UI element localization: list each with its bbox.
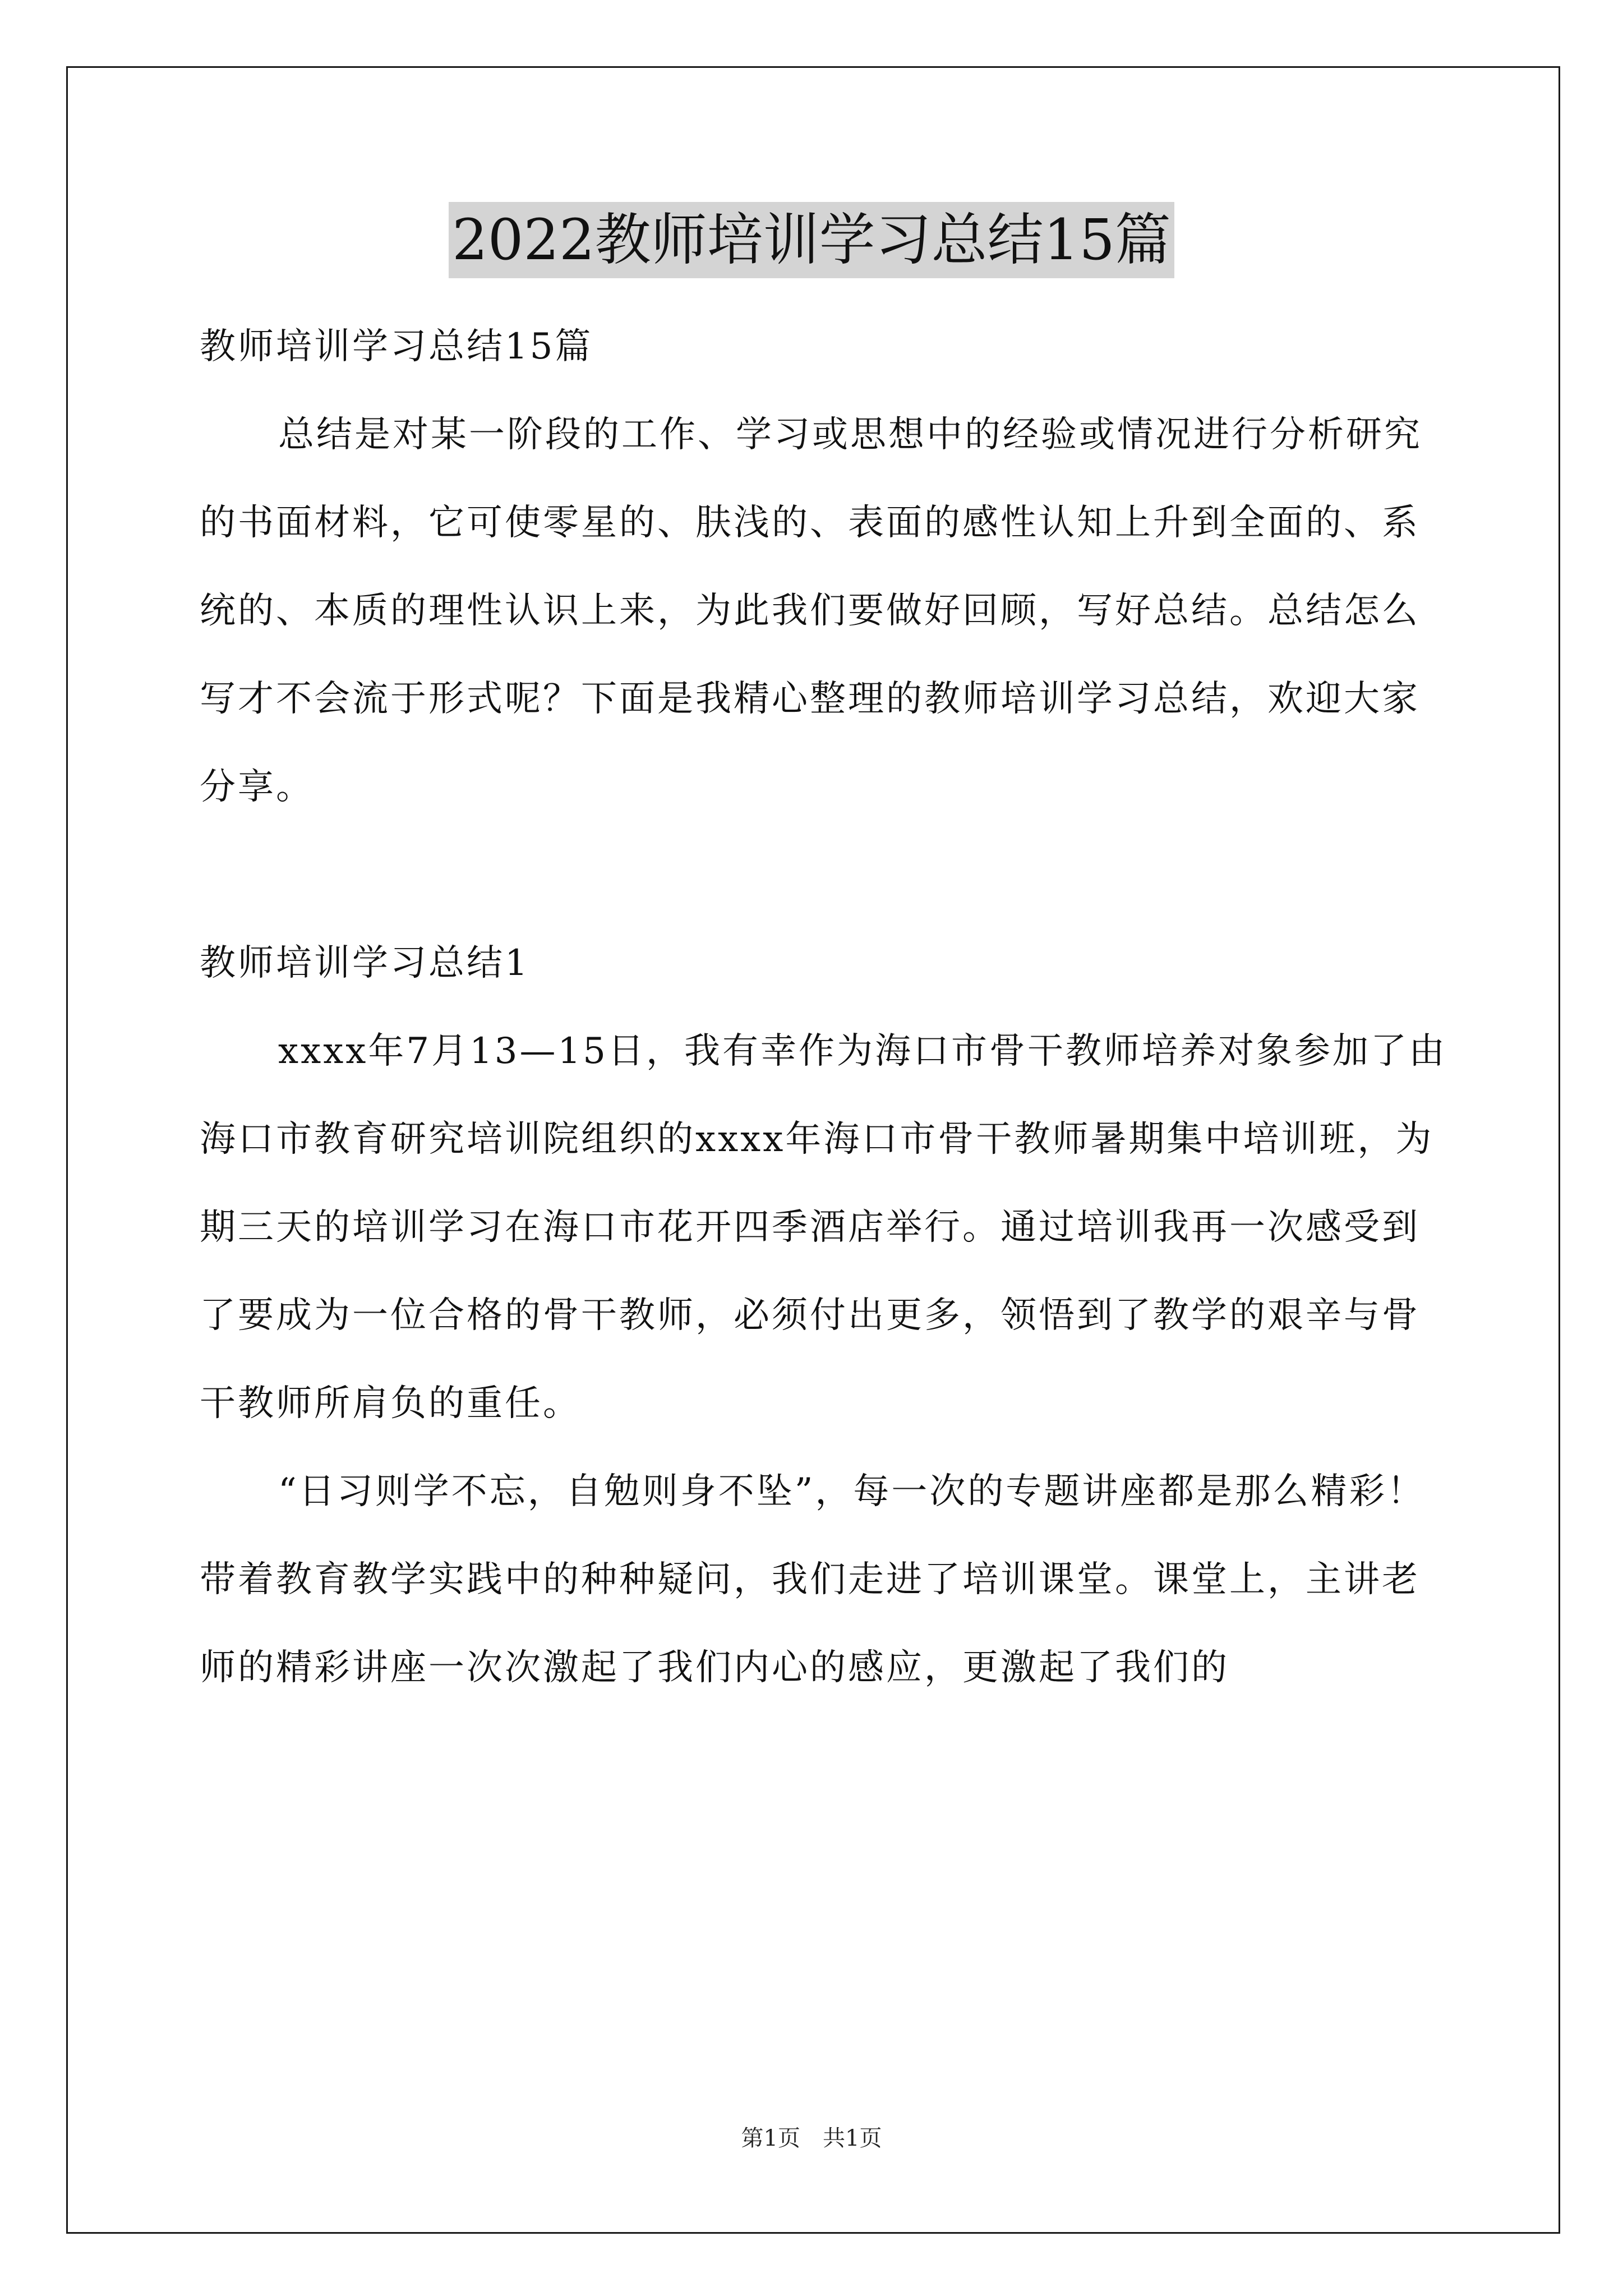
document-title: 2022教师培训学习总结15篇 [449,202,1174,278]
document-body [200,303,1456,1712]
paragraph-spacer [200,831,1456,919]
page-footer: 第1页 共1页 [741,2125,882,2151]
intro-paragraph: 总结是对某一阶段的工作、学习或思想中的经验或情况进行分析研究的书面材料，它可使零星的、肤浅的、表面的感性认知上升到全面的、系统的、本质的理性认识上来，为此我们要做好回顾，写好总结。总结怎么写才不会流于形式呢？下面是我精心整理的教师培训学习总结，欢迎大家分享。 [200,414,1422,808]
body-paragraph-2: “日习则学不忘，自勉则身不坠”，每一次的专题讲座都是那么精彩！带着教育教学实践中的种种疑问，我们走进了培训课堂。课堂上，主讲老师的精彩讲座一次次激起了我们内心的感应，更激起了我们的 [200,1471,1426,1688]
body-paragraph-1: xxxx年7月13—15日，我有幸作为海口市骨干教师培养对象参加了由海口市教育研究培训院组织的xxxx年海口市骨干教师暑期集中培训班，为期三天的培训学习在海口市花开四季酒店举行。通过培训我再一次感受到了要成为一位合格的骨干教师，必须付出更多，领悟到了教学的艰辛与骨干教师所肩负的重任。 [200,1030,1447,1424]
document-subtitle: 教师培训学习总结15篇 [200,326,593,367]
title-container [0,202,1623,278]
section-heading: 教师培训学习总结1 [200,942,530,984]
